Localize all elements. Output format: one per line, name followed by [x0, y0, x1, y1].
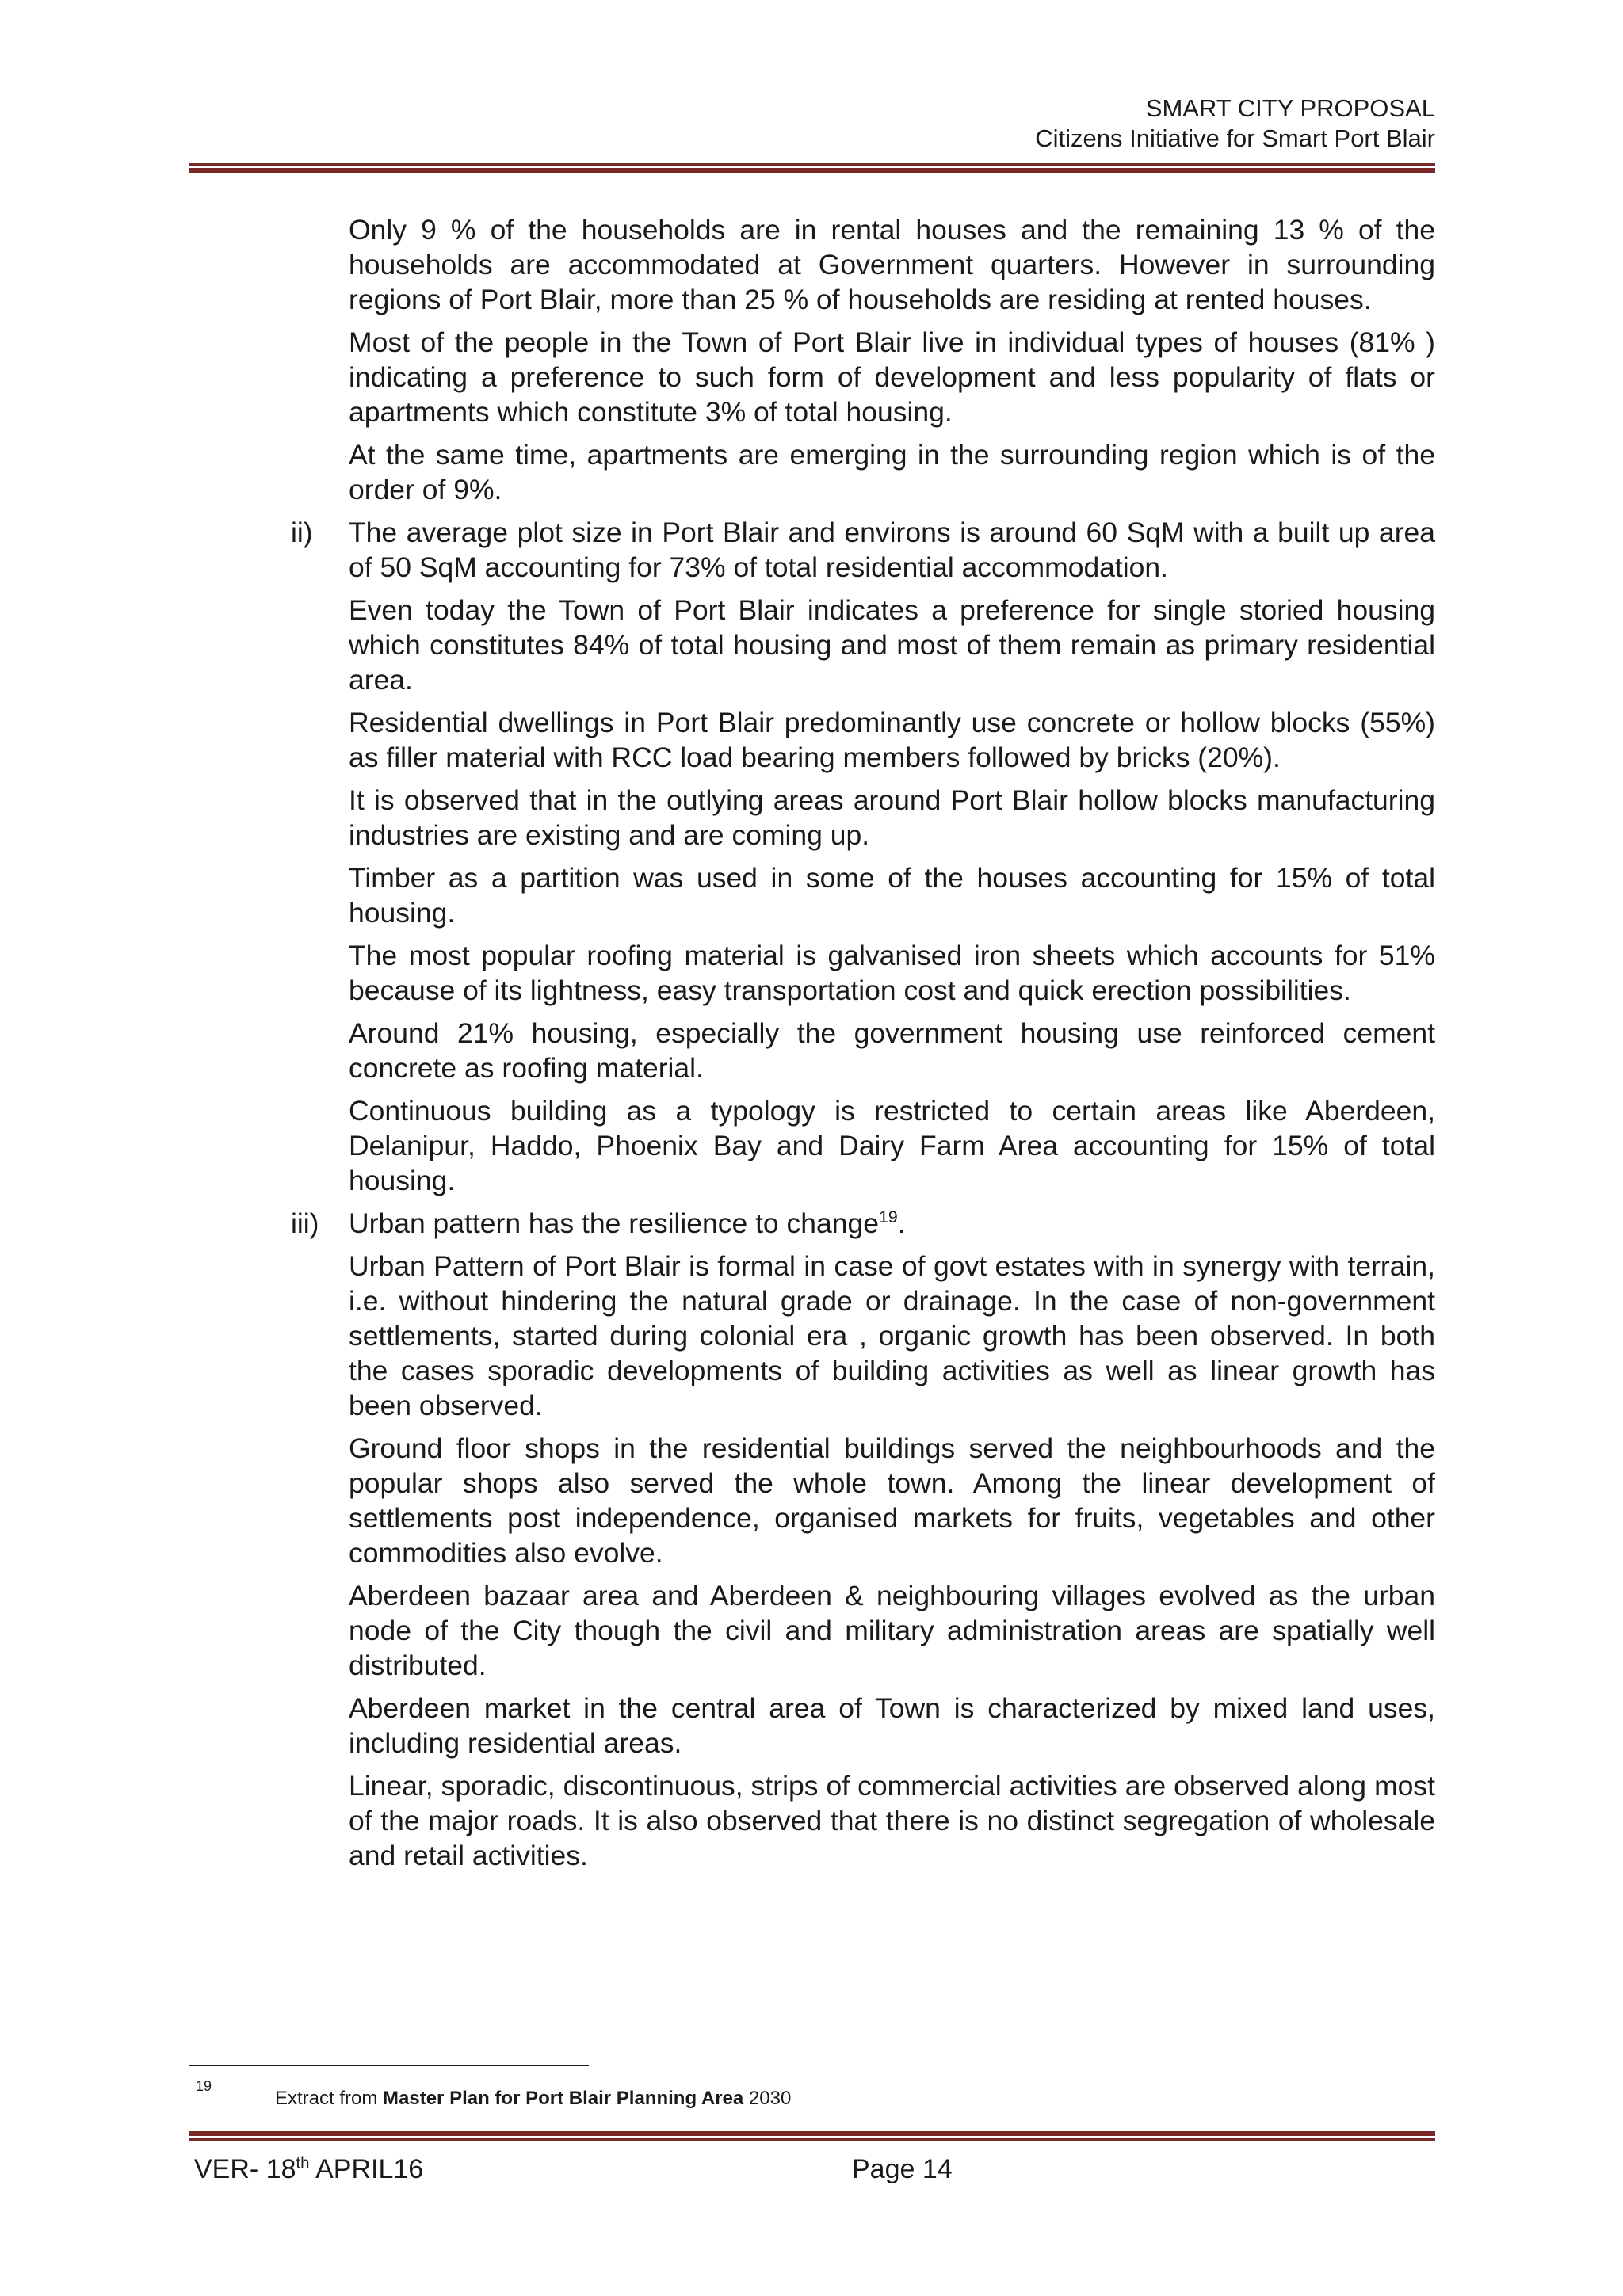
header-rule-thick	[189, 168, 1435, 173]
footer-rule-thick	[189, 2131, 1435, 2136]
footnote-number: 19	[196, 2078, 212, 2094]
paragraph: The most popular roofing material is galvanised iron sheets which accounts for 51% because of its lightness, easy transportation cost and quick erection possibilities.	[349, 940, 1435, 1006]
paragraph: Timber as a partition was used in some of the houses accounting for 15% of total housing.	[349, 862, 1435, 929]
item-label: iii)	[291, 1207, 319, 1239]
paragraph: Ground floor shops in the residential buildings served the neighbourhoods and the popular shops also served the whole town. Among the linear development of settlements post independence, organised markets for fruits, vegetables and other commodities also evolve.	[349, 1432, 1435, 1569]
body-text	[291, 212, 1435, 1881]
paragraph: Most of the people in the Town of Port Blair live in individual types of houses (81% ) indicating a preference to such form of development and less popularity of flats or apartments which constitute 3% of total housing.	[349, 326, 1435, 428]
item-label: ii)	[291, 517, 313, 548]
paragraph: Aberdeen bazaar area and Aberdeen & neighbouring villages evolved as the urban node of the City though the civil and military administration areas are spatially well distributed.	[349, 1580, 1435, 1681]
paragraph: Residential dwellings in Port Blair predominantly use concrete or hollow blocks (55%) as filler material with RCC load bearing members followed by bricks (20%).	[349, 707, 1435, 773]
footnote-separator	[189, 2065, 589, 2066]
header-subtitle: Citizens Initiative for Smart Port Blair	[1035, 124, 1435, 152]
paragraph: Aberdeen market in the central area of Town is characterized by mixed land uses, including residential areas.	[349, 1692, 1435, 1759]
paragraph-item-ii: ii) The average plot size in Port Blair and environs is around 60 SqM with a built up area of 50 SqM accounting for 73% of total residential accommodation.	[291, 517, 1435, 583]
paragraph: Urban Pattern of Port Blair is formal in case of govt estates with in synergy with terrain, i.e. without hindering the natural grade or drainage. In the case of non-government settlements, started during colonial era , organic growth has been observed. In both the cases sporadic developments of building activities as well as linear growth has been observed.	[349, 1250, 1435, 1421]
footer-version: VER- 18th APRIL16	[194, 2154, 424, 2184]
footnote-text: Extract from Master Plan for Port Blair Planning Area 2030	[275, 2088, 792, 2109]
footnote-reference[interactable]: 19	[879, 1207, 898, 1227]
paragraph: It is observed that in the outlying areas around Port Blair hollow blocks manufacturing industries are existing and are coming up.	[349, 784, 1435, 851]
footer-rule-thin	[189, 2138, 1435, 2141]
page-header	[1035, 93, 1435, 154]
paragraph: Around 21% housing, especially the government housing use reinforced cement concrete as roofing material.	[349, 1017, 1435, 1084]
page-number: Page 14	[852, 2154, 953, 2184]
paragraph: Even today the Town of Port Blair indicates a preference for single storied housing which constitutes 84% of total housing and most of them remain as primary residential area.	[349, 594, 1435, 696]
paragraph: Continuous building as a typology is restricted to certain areas like Aberdeen, Delanipur, Haddo, Phoenix Bay and Dairy Farm Area accounting for 15% of total housing.	[349, 1095, 1435, 1196]
paragraph: Only 9 % of the households are in rental houses and the remaining 13 % of the households are accommodated at Government quarters. However in surrounding regions of Port Blair, more than 25 % of households are residing at rented houses.	[349, 214, 1435, 315]
paragraph: Linear, sporadic, discontinuous, strips of commercial activities are observed along most of the major roads. It is also observed that there is no distinct segregation of wholesale and retail activities.	[349, 1770, 1435, 1871]
header-title: SMART CITY PROPOSAL	[1145, 94, 1435, 122]
paragraph-item-iii: iii) Urban pattern has the resilience to change$^{19}$.	[291, 1207, 906, 1239]
footnote-source-title: Master Plan for Port Blair Planning Area	[383, 2088, 744, 2109]
header-rule-thin	[189, 163, 1435, 166]
paragraph: At the same time, apartments are emerging in the surrounding region which is of the order of 9%.	[349, 439, 1435, 505]
